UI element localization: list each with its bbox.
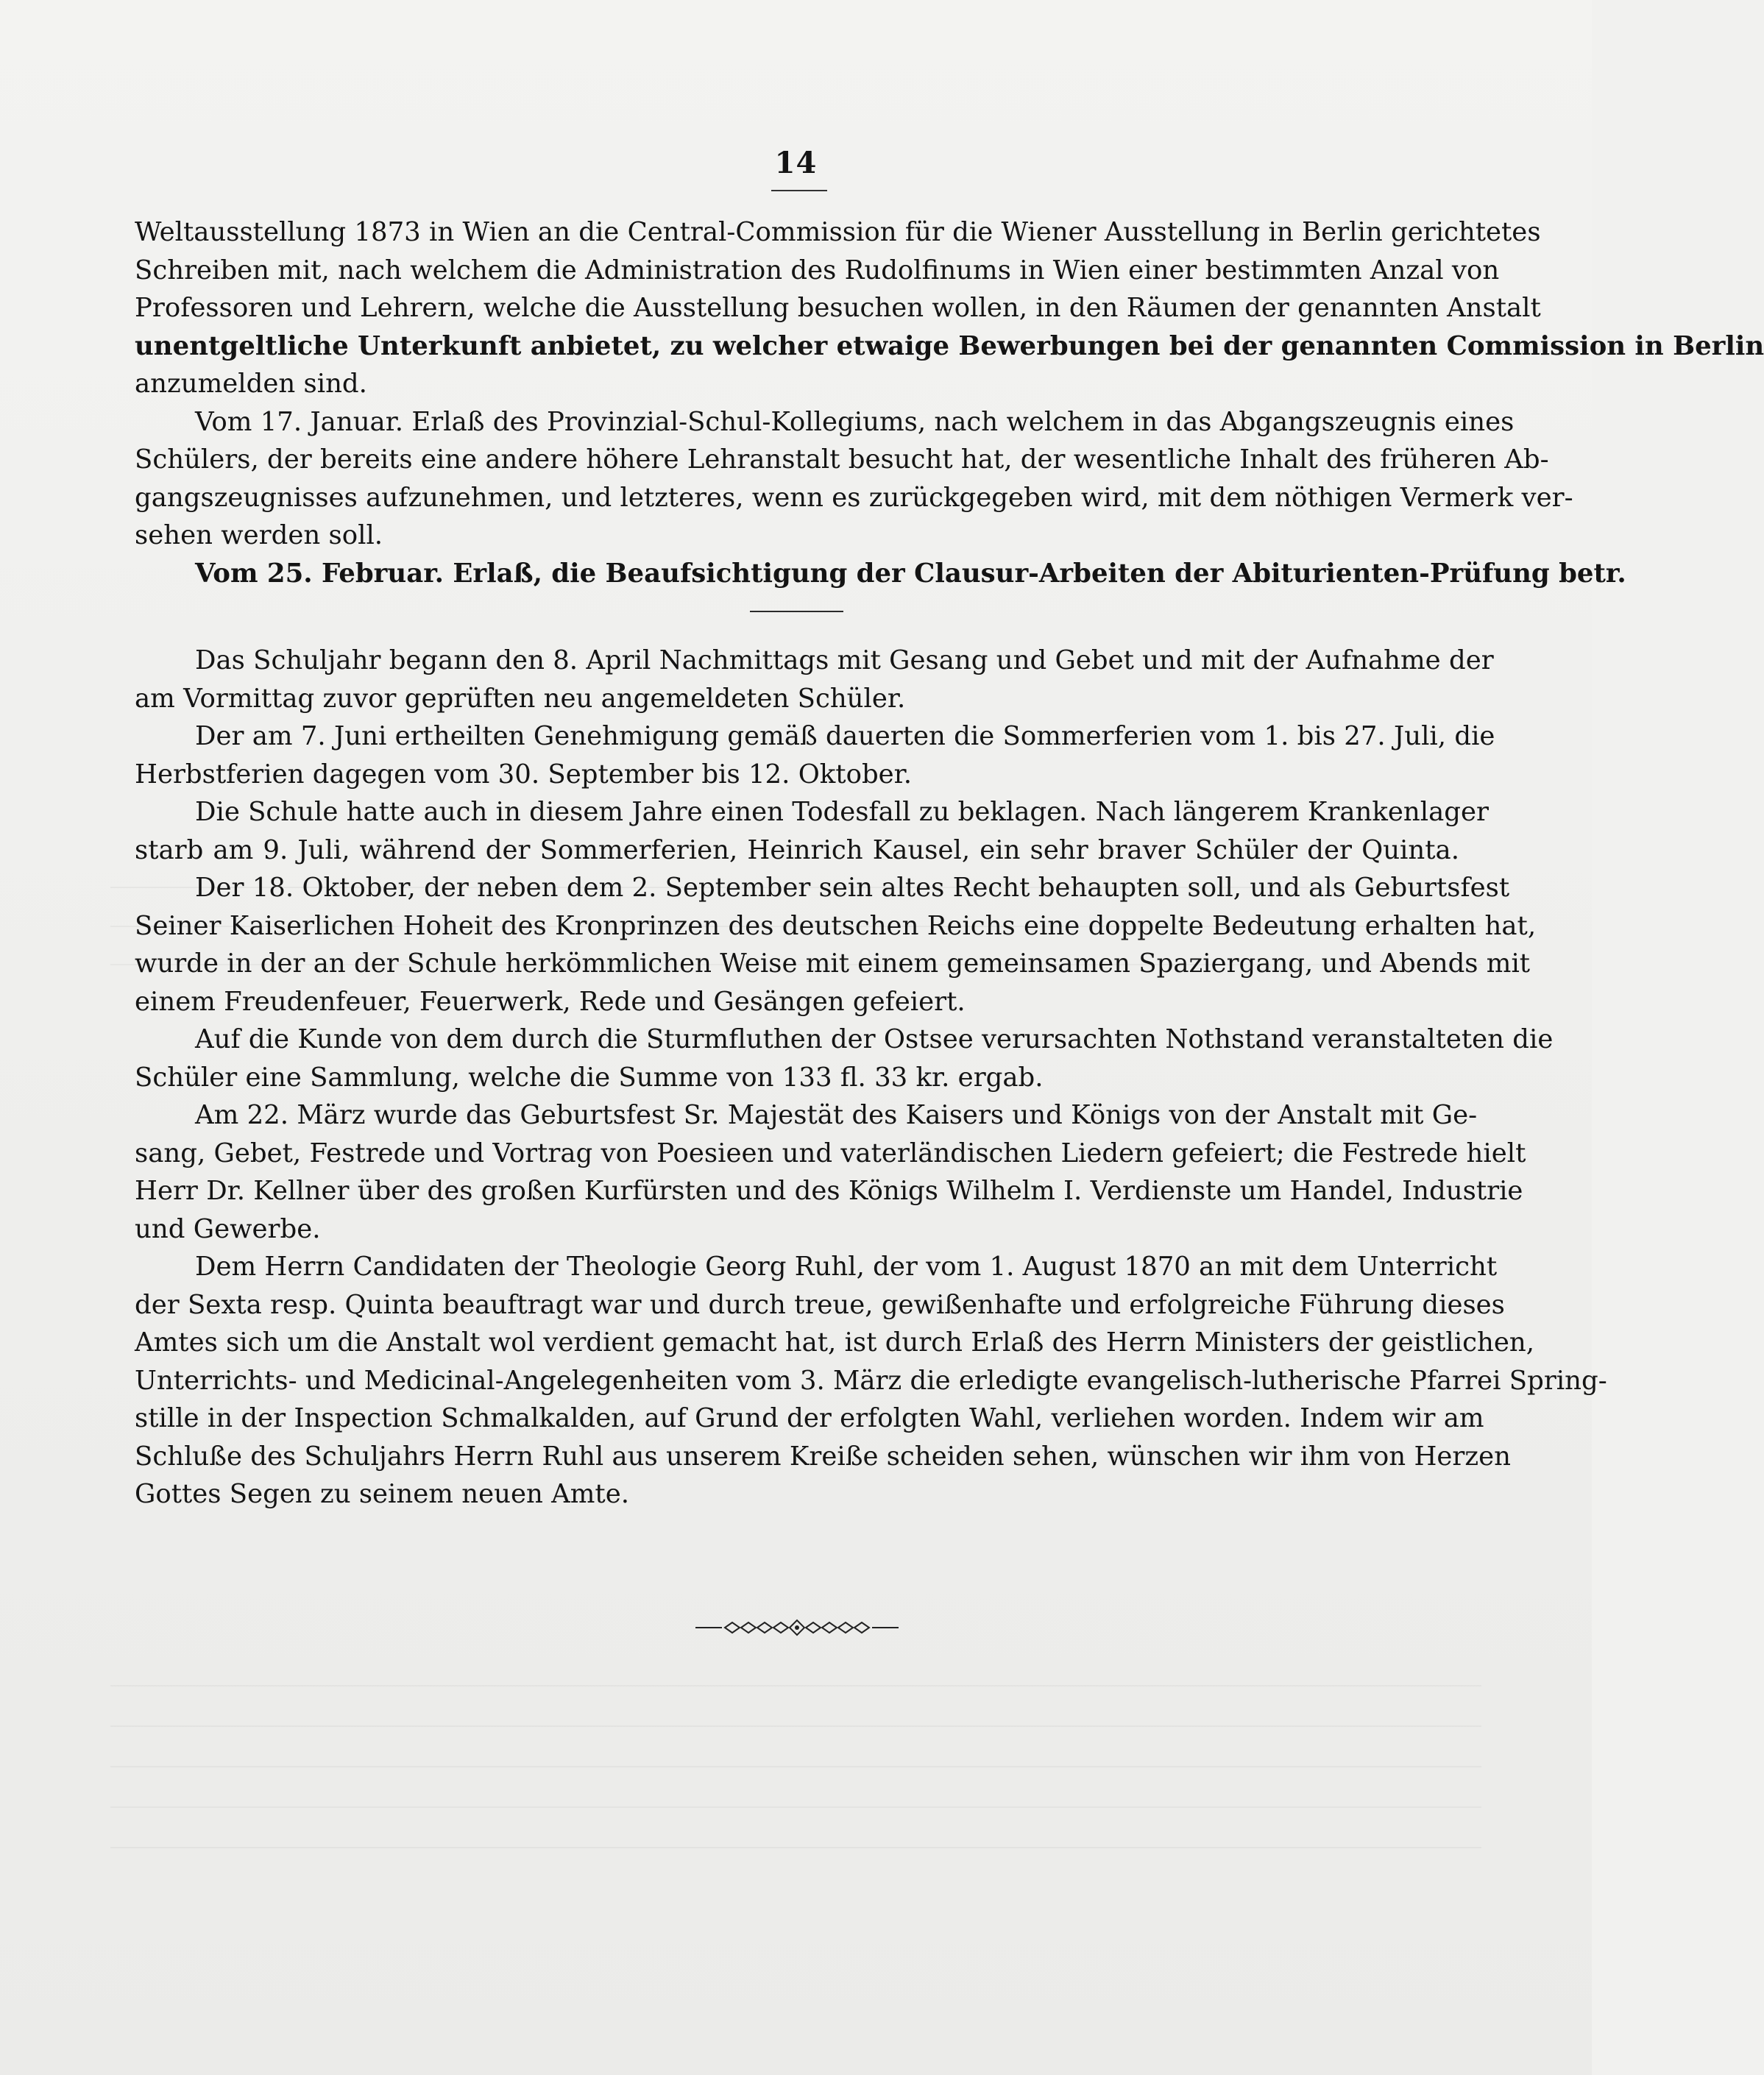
chronicle-section — [135, 642, 1607, 1514]
text-line: Amtes sich um die Anstalt wol verdient gemacht hat, ist durch Erlaß des Herrn Ministers der geistlichen, — [135, 1327, 1535, 1358]
text-line: Die Schule hatte auch in diesem Jahre einen Todesfall zu beklagen. Nach längerem Krankenlager — [195, 797, 1490, 827]
text-line: wurde in der an der Schule herkömmlichen Weise mit einem gemeinsamen Spaziergang, und Abends mit — [135, 948, 1531, 979]
bleed-through-line — [110, 1725, 1481, 1727]
text-line: Schreiben mit, nach welchem die Administration des Rudolfinums in Wien einer bestimmten Anzal von — [135, 255, 1500, 285]
text-line: sang, Gebet, Festrede und Vortrag von Poesieen und vaterländischen Liedern gefeiert; die Festrede hielt — [135, 1138, 1526, 1168]
text-line: am Vormittag zuvor geprüften neu angemeldeten Schüler. — [135, 683, 906, 714]
text-line: einem Freudenfeuer, Feuerwerk, Rede und Gesängen gefeiert. — [135, 986, 966, 1017]
page-number-underline — [771, 190, 827, 191]
text-line: Vom 17. Januar. Erlaß des Provinzial-Schul-Kollegiums, nach welchem in das Abgangszeugnis eines — [195, 406, 1515, 437]
text-line: Seiner Kaiserlichen Hoheit des Kronprinzen des deutschen Reichs eine doppelte Bedeutung erhalten hat, — [135, 910, 1537, 941]
text-line: Der 18. Oktober, der neben dem 2. September sein altes Recht behaupten soll, und als Geburtsfest — [195, 873, 1510, 903]
text-line: Herbstferien dagegen vom 30. September bis 12. Oktober. — [135, 759, 913, 790]
text-line: der Sexta resp. Quinta beauftragt war und durch treue, gewißenhafte und erfolgreiche Führung dieses — [135, 1289, 1505, 1320]
text-line: unentgeltliche Unterkunft anbietet, zu welcher etwaige Bewerbungen bei der genannten Commission in Berlin — [135, 330, 1764, 361]
bleed-through-line — [110, 1847, 1481, 1848]
text-line: sehen werden soll. — [135, 520, 383, 550]
text-line: Dem Herrn Candidaten der Theologie Georg Ruhl, der vom 1. August 1870 an mit dem Unterricht — [195, 1252, 1498, 1282]
page-number: 14 — [774, 146, 818, 180]
bleed-through-line — [110, 1806, 1481, 1808]
section-divider — [750, 611, 843, 612]
text-line: Schülers, der bereits eine andere höhere Lehranstalt besucht hat, der wesentliche Inhalt des früheren Ab- — [135, 444, 1549, 475]
bleed-through-line — [110, 1685, 1481, 1686]
text-line: Weltausstellung 1873 in Wien an die Central-Commission für die Wiener Ausstellung in Berlin gerichtetes — [135, 217, 1541, 247]
text-line: Gottes Segen zu seinem neuen Amte. — [135, 1479, 629, 1509]
text-line: Auf die Kunde von dem durch die Sturmfluthen der Ostsee verursachten Nothstand veranstalteten die — [195, 1024, 1554, 1054]
text-line: gangszeugnisses aufzunehmen, und letzteres, wenn es zurückgegeben wird, mit dem nöthigen Vermerk ver- — [135, 482, 1573, 513]
text-line: Am 22. März wurde das Geburtsfest Sr. Majestät des Kaisers und Königs von der Anstalt mit Ge- — [195, 1100, 1478, 1130]
ornament-divider-icon — [695, 1619, 899, 1636]
text-line: Schüler eine Sammlung, welche die Summe von 133 fl. 33 kr. ergab. — [135, 1062, 1044, 1093]
text-line: anzumelden sind. — [135, 369, 367, 399]
bleed-through-line — [110, 1766, 1481, 1767]
text-line: Unterrichts- und Medicinal-Angelegenheiten vom 3. März die erledigte evangelisch-lutherische Pfarrei Spring- — [135, 1365, 1607, 1396]
text-line: Der am 7. Juni ertheilten Genehmigung gemäß dauerten die Sommerferien vom 1. bis 27. Juli, die — [195, 721, 1495, 751]
text-line: Herr Dr. Kellner über des großen Kurfürsten und des Königs Wilhelm I. Verdienste um Handel, Industrie — [135, 1176, 1523, 1206]
decrees-section — [135, 213, 1764, 592]
text-line: Schluße des Schuljahrs Herrn Ruhl aus unserem Kreiße scheiden sehen, wünschen wir ihm von Herzen — [135, 1441, 1511, 1472]
text-line: starb am 9. Juli, während der Sommerferien, Heinrich Kausel, ein sehr braver Schüler der Quinta. — [135, 834, 1459, 865]
text-line: Professoren und Lehrern, welche die Ausstellung besuchen wollen, in den Räumen der genannten Anstalt — [135, 293, 1541, 323]
text-line: Vom 25. Februar. Erlaß, die Beaufsichtigung der Clausur-Arbeiten der Abiturienten-Prüfung betr. — [195, 558, 1626, 589]
text-line: Das Schuljahr begann den 8. April Nachmittags mit Gesang und Gebet und mit der Aufnahme der — [195, 645, 1494, 675]
text-line: stille in der Inspection Schmalkalden, auf Grund der erfolgten Wahl, verliehen worden. Indem wir am — [135, 1403, 1484, 1433]
text-line: und Gewerbe. — [135, 1213, 321, 1244]
